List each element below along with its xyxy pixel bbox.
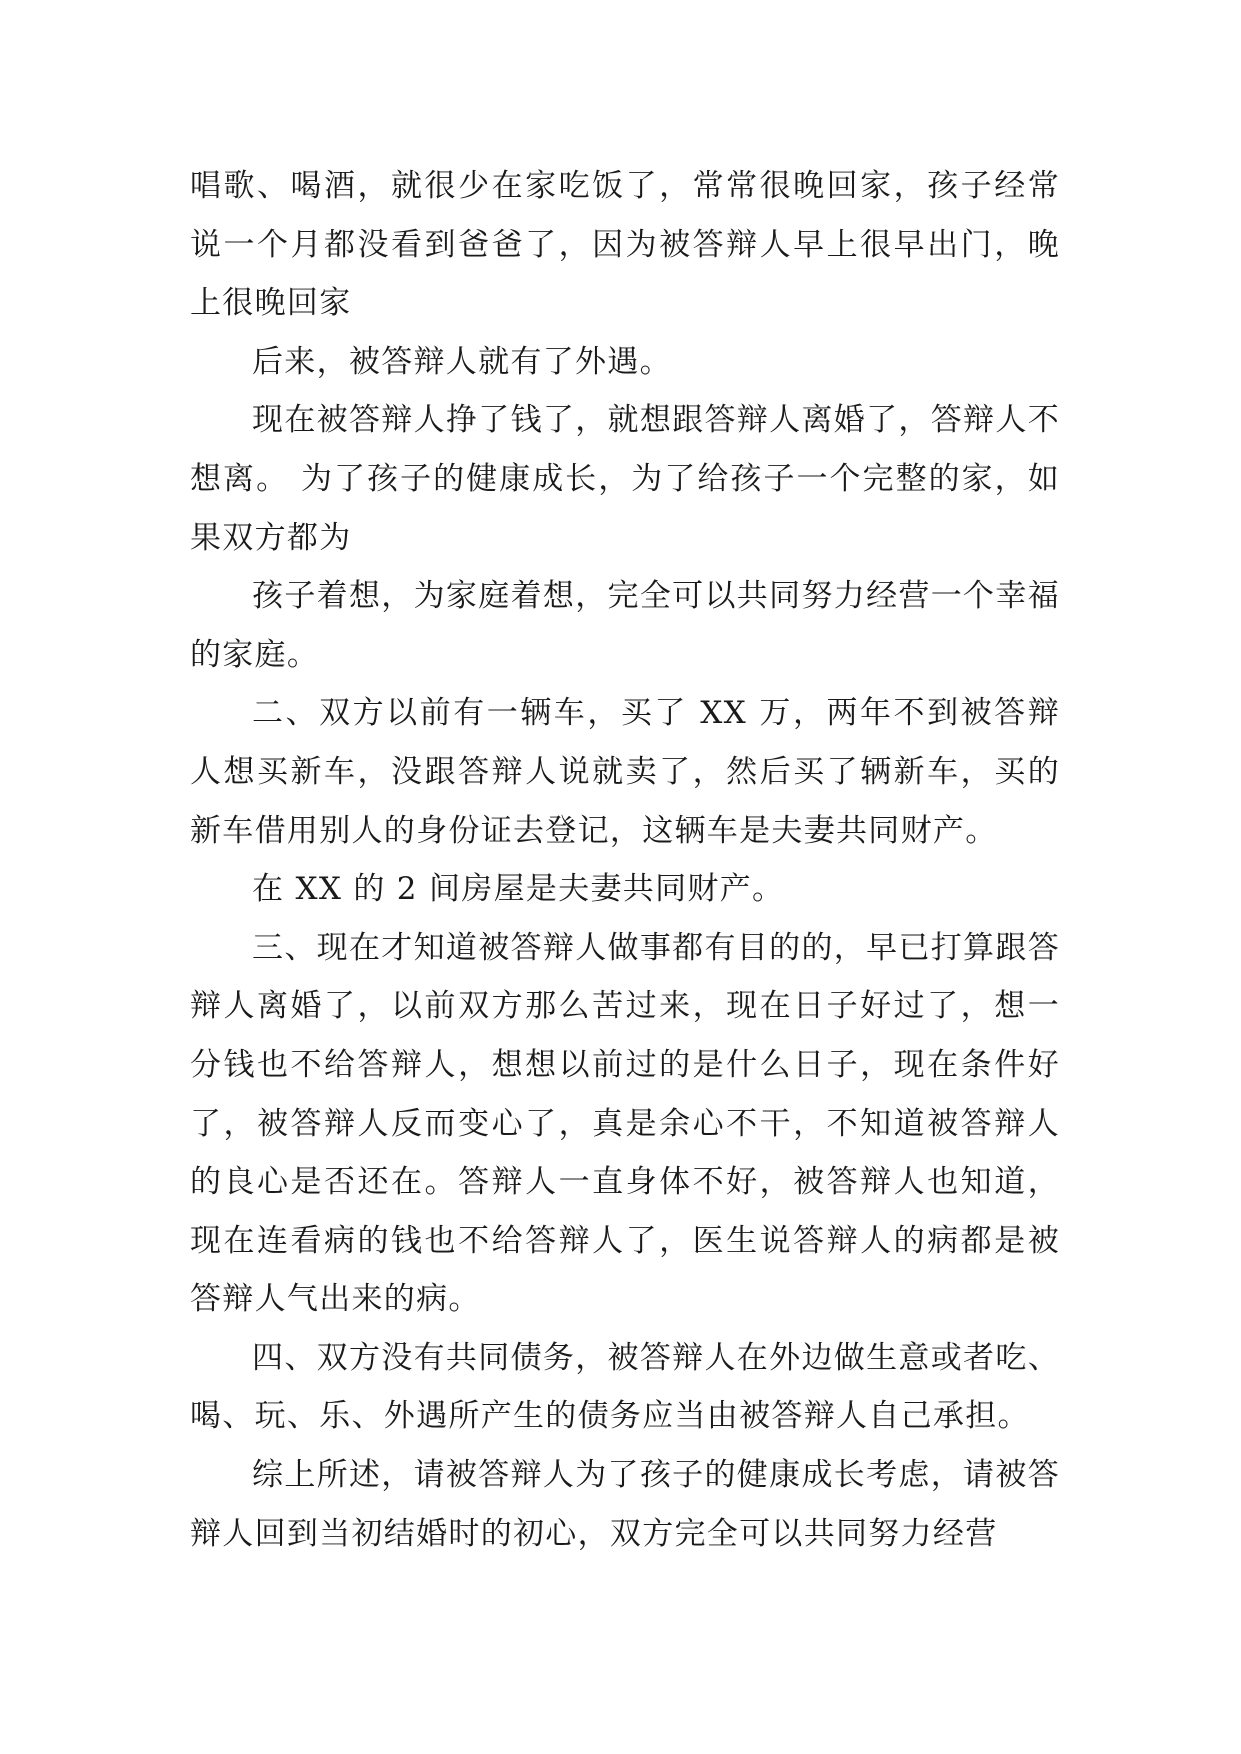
paragraph-9: 综上所述，请被答辩人为了孩子的健康成长考虑，请被答辩人回到当初结婚时的初心，双方完全可以共同努力经营 xyxy=(190,1457,1060,1552)
paragraph-2: 后来，被答辩人就有了外遇。 xyxy=(252,343,672,380)
paragraph-4: 孩子着想，为家庭着想，完全可以共同努力经营一个幸福的家庭。 xyxy=(190,578,1060,673)
paragraph-3: 现在被答辩人挣了钱了，就想跟答辩人离婚了，答辩人不想离。 为了孩子的健康成长，为了给孩子一个完整的家，如果双方都为 xyxy=(190,402,1060,556)
paragraph-1: 唱歌、喝酒，就很少在家吃饭了，常常很晚回家，孩子经常说一个月都没看到爸爸了，因为被答辩人早上很早出门，晚上很晚回家 xyxy=(190,168,1060,322)
paragraph-6: 在 XX 的 2 间房屋是夫妻共同财产。 xyxy=(252,871,785,908)
paragraph-7: 三、现在才知道被答辩人做事都有目的的，早已打算跟答辩人离婚了，以前双方那么苦过来，现在日子好过了，想一分钱也不给答辩人，想想以前过的是什么日子，现在条件好了，被答辩人反而变心了，真是余心不干，不知道被答辩人的良心是否还在。答辩人一直身体不好，被答辩人也知道，现在连看病的钱也不给答辩人了，医生说答辩人的病都是被答辩人气出来的病。 xyxy=(190,929,1060,1318)
paragraph-8: 四、双方没有共同债务，被答辩人在外边做生意或者吃、喝、玩、乐、外遇所产生的债务应当由被答辩人自己承担。 xyxy=(190,1339,1060,1435)
paragraph-5: 二、双方以前有一辆车，买了 XX 万，两年不到被答辩人想买新车，没跟答辩人说就卖了，然后买了辆新车，买的新车借用别人的身份证去登记，这辆车是夫妻共同财产。 xyxy=(190,695,1060,849)
document-body xyxy=(190,157,1060,1563)
